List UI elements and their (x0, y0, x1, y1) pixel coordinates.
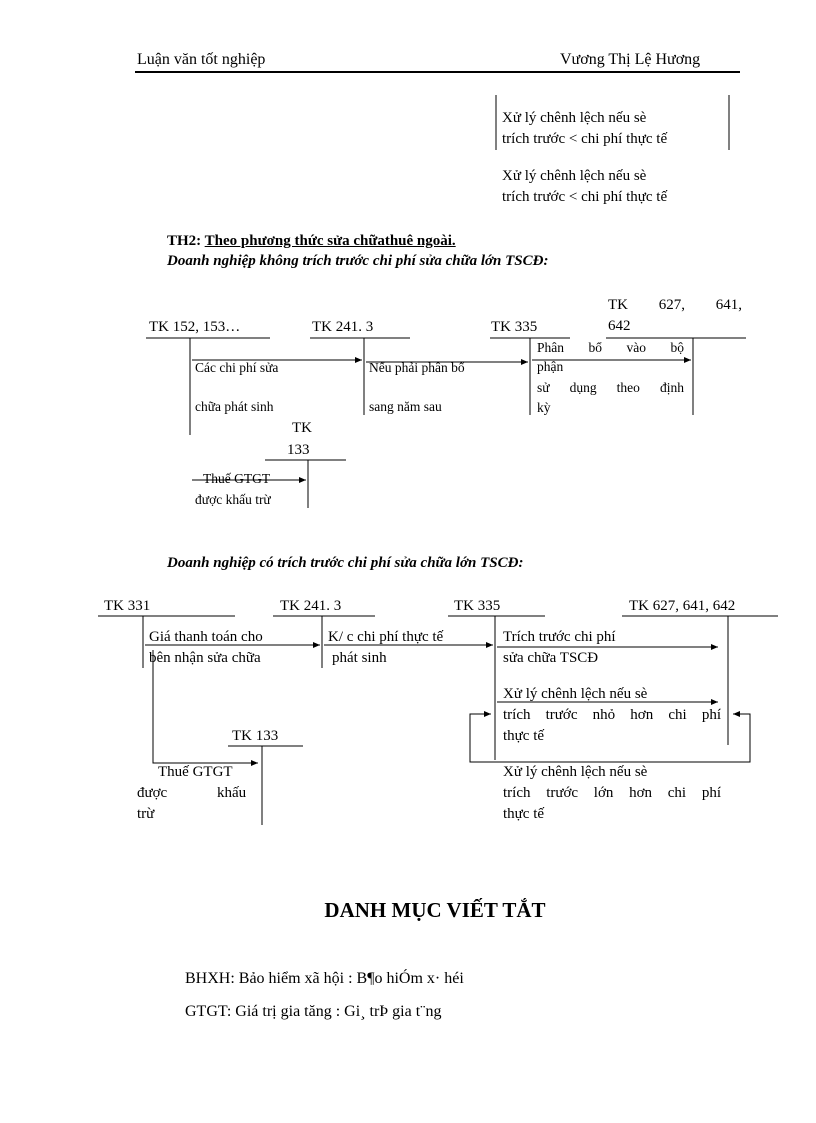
d1-label-b2: sang năm sau (369, 399, 442, 414)
d1-account-tk627-cont: 642 (608, 318, 631, 334)
th2-label: TH2: (167, 233, 202, 249)
d2-label-d2: trích trước nhỏ hơn chi phí (503, 707, 721, 723)
d2-label-b1: K/ c chi phí thực tế (328, 629, 444, 645)
d2-label-f2a: được (137, 785, 168, 801)
d1-label-d2: được khấu trừ (195, 492, 271, 507)
d2-account-tk133: TK 133 (232, 728, 279, 744)
d2-label-d1: Xử lý chênh lệch nếu sè (503, 686, 648, 702)
d2-account-tk627: TK 627, 641, 642 (629, 598, 736, 614)
d2-account-tk331: TK 331 (104, 598, 151, 614)
d1-label-a2: chữa phát sinh (195, 399, 274, 414)
note-2-line-1: Xử lý chênh lệch nếu sè (502, 168, 647, 184)
d2-label-f3: trừ (137, 806, 155, 822)
th2-title: Theo phương thức sửa chữathuê ngoài. (204, 233, 456, 249)
d1-label-d1: Thuế GTGT (203, 471, 271, 486)
d2-label-c1: Trích trước chi phí (503, 629, 616, 645)
d1-account-tk335: TK 335 (491, 319, 538, 335)
d2-label-e2: trích trước lớn hơn chi phí (503, 785, 721, 801)
d2-label-c2: sửa chữa TSCĐ (503, 650, 599, 666)
d2-label-f1: Thuế GTGT (158, 764, 233, 780)
th2-subtitle: Doanh nghiệp không trích trước chi phí sửa chữa lớn TSCĐ: (167, 253, 549, 269)
d2-label-d3: thực tế (503, 728, 545, 744)
d1-label-c2: phận (537, 359, 564, 374)
d2-label-e3: thực tế (503, 806, 545, 822)
d1-account-tk152: TK 152, 153… (149, 319, 241, 335)
header-left: Luận văn tốt nghiệp (137, 51, 266, 68)
d1-account-tk133: TK (292, 420, 312, 436)
subtitle-with-accrual: Doanh nghiệp có trích trước chi phí sửa chữa lớn TSCĐ: (167, 555, 524, 571)
header-right: Vương Thị Lệ Hương (560, 51, 701, 68)
d2-label-a1: Giá thanh toán cho (149, 629, 263, 645)
d1-label-a1: Các chi phí sửa (195, 360, 279, 375)
d1-label-c3: sử dụng theo định (537, 380, 684, 395)
d2-account-tk335: TK 335 (454, 598, 501, 614)
d1-account-tk2413: TK 241. 3 (312, 319, 374, 335)
d1-label-b1: Nếu phải phân bổ (369, 360, 465, 375)
abbrev-title: DANH MỤC VIẾT TẮT (324, 898, 546, 922)
note-2-line-2: trích trước < chi phí thực tế (502, 189, 668, 205)
d2-label-a2: bên nhận sửa chữa (149, 650, 261, 666)
note-1-line-1: Xử lý chênh lệch nếu sè (502, 110, 647, 126)
d2-label-f2b: khấu (217, 785, 247, 801)
d2-label-e1: Xử lý chênh lệch nếu sè (503, 764, 648, 780)
d2-account-tk2413: TK 241. 3 (280, 598, 342, 614)
d2-loop-right (733, 714, 750, 745)
d1-account-tk133-cont: 133 (287, 442, 310, 458)
abbrev-item-bhxh: BHXH: Bảo hiểm xã hội : B¶o hiÓm x· héi (185, 970, 464, 987)
note-1-line-2: trích trước < chi phí thực tế (502, 131, 668, 147)
d1-account-tk627: TK 627, 641, (608, 297, 742, 313)
d1-label-c4: kỳ (537, 400, 551, 415)
th2-heading (167, 231, 456, 252)
d2-label-b2: phát sinh (332, 650, 387, 666)
d1-label-c1: Phân bổ vào bộ (537, 340, 684, 355)
abbrev-item-gtgt: GTGT: Giá trị gia tăng : Gi¸ trÞ gia t¨ng (185, 1003, 442, 1020)
